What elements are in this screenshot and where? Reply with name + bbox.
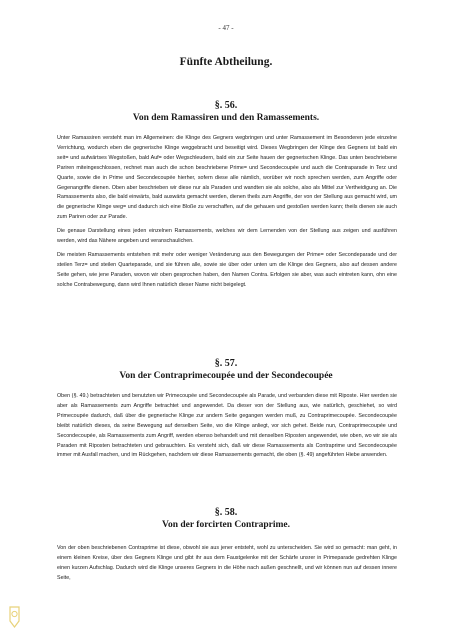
section-58-body [57, 544, 397, 584]
paragraph: Von der oben beschriebenen Contraprime ist diese, obwohl sie aus jener entsteht, wohl zu unterscheiden. Sie wird so gemacht: man geht, in einem kleinen Kreise, über des Gegners Klinge und gibt ihr aus dem Faustgelenke mit der Schärfe unsrer in Primeparade gedrehten Klinge einen kurzen Aufschlag. Dadurch wird die Klinge unseres Gegners in die Höhe nach außen geschnellt, und wir können nun auf dessen innere Seite, [57, 545, 397, 581]
section-56-title: Von dem Ramassiren und den Ramassements. [132, 113, 320, 123]
section-56-body [57, 134, 397, 291]
section-56-number: §. 56. [214, 100, 238, 111]
paragraph: Die genaue Darstellung eines jeden einzelnen Ramassements, welches wir dem Lernenden von der Stellung aus zeigen und ausführen werden, wird das Nähere angeben und veranschaulichen. [57, 228, 397, 245]
part-title: Fünfte Abtheilung. [179, 56, 273, 68]
section-57-title: Von der Contraprimecoupée und der Secondecoupée [119, 371, 333, 381]
section-57-body [57, 392, 397, 461]
library-stamp-icon [8, 605, 21, 629]
paragraph: Oben (§. 49.) betrachteten und benutzten wir Primecoupée und Secondecoupée als Parade, und verbanden diese mit Riposte. Hier werden sie aber als Ramassements zum Angriffe betrachtet und angewendet. Da dieser von der Stellung aus, wie natürlich, geschiehet, so wird Primecoupée dadurch, daß über die gegnerische Klinge zur andern Seite gegangen werden muß, zu Contraprimecoupée. Secondecoupée bleibt natürlich dieses, da seine Bewegung auf derselben Seite, wo die Klinge anliegt, vor sich gehet. Beide nun, Contraprimecoupée und Secondecoupée, als Ramassements zum Angriff, werden ebenso behandelt und mit denselben Riposten angewendet, wie oben, wo wir sie als Paraden mit Riposten betrachteten und gebrauchten. Es versteht sich, daß wir diese Ramassements als Contraprime und Secondecoupée immer mit Ausfall machen, und im Rückgehen, nachdem wir diese Ramassements gemacht, die oben (§. 49) angeführten Hiebe anwenden. [57, 393, 397, 459]
paragraph: Die meisten Ramassements entstehen mit mehr oder weniger Veränderung aus den Bewegungen der Prime= oder Secondeparade und der steilen Terz= und steilen Quarteparade, und sie führen alle, sowie sie über oder unten um die Klinge des Gegners, also auf dessen andere Seite gehen, wie jene Paraden, wovon wir oben gesprochen haben, den Namen Contra. Erfolgen sie aber, was auch eintreten kann, ohn eine solche Contrabewegung, dann wird Ihnen natürlich dieser Name nicht beigelegt. [57, 251, 397, 288]
page-number: - 47 - [218, 24, 234, 32]
section-57-number: §. 57. [214, 358, 238, 369]
section-58-number: §. 58. [214, 507, 238, 518]
paragraph: Unter Ramassiren versteht man im Allgemeinen: die Klinge des Gegners wegbringen und unter Ramassement im Besonderen jede einzelne Verrichtung, wodurch eben die gegnerische Klinge weggebracht und beseitigt wird. Dieses Wegbringen der Klinge des Gegners ist bald ein seit= und aufwärtses Wegstoßen, bald Auf= oder Wegschleudern, bald ein zur Seite hauen der gegnerischen Klinge. Das unten beschriebene Pariren miteingeschlossen, rechnet man auch die schon beschriebene Prime= und Secondecoupée und auch die Contraparade in Terz und Quarte, sowie die in Prime und Secondecoupée hierher, sofern diese alle nämlich, worüber wir noch sprechen werden, zum Angriffe oder Gegenangriffe dienen. Oben aber beschrieben wir diese nur als Paraden und wandten sie als solche, also als Mittel zur Vertheidigung an. Die Ramassements also, die bald einwärts, bald auswärts gemacht werden, dienen theils zum Angriffe, der von der Stellung aus gemacht wird, um die gegnerische Klinge weg= und dadurch sich eine Bloße zu verschaffen, auf die gehauen und gestoßen werden kann; theils dienen sie auch zum Pariren oder zur Parade. [57, 135, 397, 221]
section-58-title: Von der forcirten Contraprime. [161, 520, 291, 530]
